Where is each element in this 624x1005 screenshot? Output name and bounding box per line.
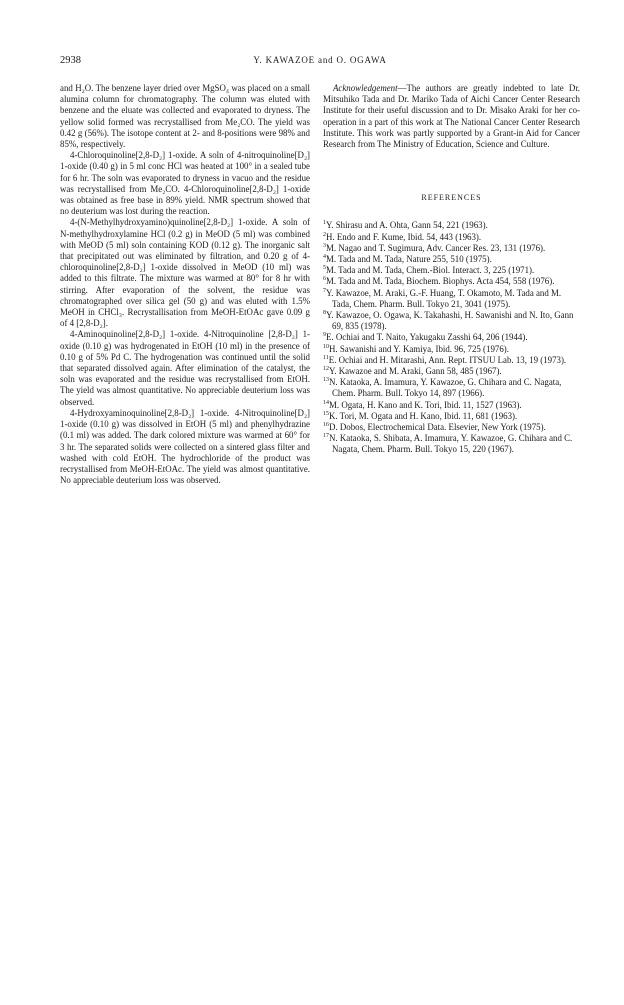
reference-item bbox=[323, 355, 580, 366]
running-head: Y. KAWAZOE and O. OGAWA bbox=[253, 55, 387, 65]
reference-marker: 4 bbox=[323, 254, 326, 261]
reference-text: H. Sawanishi and Y. Kamiya, Ibid. 96, 725 (1976). bbox=[329, 343, 509, 354]
page-header bbox=[60, 55, 580, 69]
right-column bbox=[323, 83, 580, 456]
reference-item bbox=[323, 344, 580, 355]
reference-list bbox=[323, 220, 580, 455]
reference-marker: 12 bbox=[323, 366, 329, 373]
reference-text: M. Tada and M. Tada, Biochem. Biophys. Acta 454, 558 (1976). bbox=[326, 276, 555, 287]
reference-marker: 16 bbox=[323, 422, 329, 429]
reference-item bbox=[323, 265, 580, 276]
reference-item bbox=[323, 377, 580, 399]
reference-item bbox=[323, 310, 580, 332]
reference-text: Y. Kawazoe, M. Araki, G.-F. Huang, T. Okamoto, M. Tada and M. Tada, Chem. Pharm. Bull. Tokyo 21, 3041 (1975). bbox=[326, 287, 562, 309]
left-column bbox=[60, 83, 310, 486]
reference-item bbox=[323, 288, 580, 310]
reference-marker: 14 bbox=[323, 399, 329, 406]
body-paragraph: 4-Chloroquinoline[2,8-D₂] 1-oxide. A soln of 4-nitroquinoline[D₂] 1-oxide (0.40 g) in 5 ml conc HCl was heated at 100° in a sealed tube for 6 hr. The soln was evaporated to dryness in vacuo and the residue was recrystallised from Me₂CO. 4-Chloroquinoline[2,8-D₂] 1-oxide was obtained as free base in 89% yield. NMR spectrum showed that no deuterium was lost during the reaction. bbox=[60, 150, 310, 217]
reference-item bbox=[323, 276, 580, 287]
reference-marker: 2 bbox=[323, 231, 326, 238]
reference-item bbox=[323, 366, 580, 377]
reference-marker: 15 bbox=[323, 410, 329, 417]
reference-item bbox=[323, 332, 580, 343]
body-paragraph: 4-Hydroxyaminoquinoline[2,8-D₂] 1-oxide. 4-Nitroquinoline[D₂] 1-oxide (0.10 g) was dissolved in EtOH (5 ml) and phenylhydrazine (0.1 ml) was added. The dark colored mixture was warmed at 60° for 3 hr. The separated solids were collected on a sintered glass filter and washed with cold EtOH. The hydrochloride of the product was recrystallised from MeOH-EtOAc. The yield was almost quantitative. No appreciable deuterium loss was observed. bbox=[60, 407, 310, 486]
references-heading: REFERENCES bbox=[421, 193, 482, 203]
page-number: 2938 bbox=[60, 55, 81, 66]
body-paragraph: and H₂O. The benzene layer dried over MgSO₄ was placed on a small alumina column for chromatography. The column was eluted with benzene and the eluate was collected and evaporated to dryness. The yellow solid formed was recrystallised from Me₂CO. The yield was 0.42 g (56%). The isotope content at 2- and 8-positions were 98% and 85%, respectively. bbox=[60, 83, 310, 150]
reference-marker: 6 bbox=[323, 276, 326, 283]
reference-text: Y. Kawazoe and M. Araki, Gann 58, 485 (1967). bbox=[329, 366, 502, 377]
reference-marker: 3 bbox=[323, 242, 326, 249]
reference-item bbox=[323, 411, 580, 422]
body-paragraph: 4-Aminoquinoline[2,8-D₂] 1-oxide. 4-Nitroquinoline [2,8-D₂] 1-oxide (0.10 g) was hydrogenated in EtOH (10 ml) in the presence of 0.10 g of 5% Pd C. The hydrogenation was continued until the solid that separated dissolved again. After elimination of the catalyst, the soln was evaporated and the residue was recrystallised from EtOH. The yield was almost quantitative. No appreciable deuterium loss was observed. bbox=[60, 329, 310, 407]
reference-item bbox=[323, 232, 580, 243]
reference-marker: 5 bbox=[323, 265, 326, 272]
reference-marker: 17 bbox=[323, 433, 329, 440]
reference-text: Y. Shirasu and A. Ohta, Gann 54, 221 (1963). bbox=[326, 220, 488, 231]
reference-text: M. Ogata, H. Kano and K. Tori, Ibid. 11, 1527 (1963). bbox=[329, 399, 522, 410]
reference-item bbox=[323, 433, 580, 455]
reference-marker: 13 bbox=[323, 377, 329, 384]
reference-text: M. Tada and M. Tada, Nature 255, 510 (1975). bbox=[326, 254, 492, 265]
reference-item bbox=[323, 243, 580, 254]
reference-marker: 7 bbox=[323, 287, 326, 294]
reference-text: M. Nagao and T. Sugimura, Adv. Cancer Res. 23, 131 (1976). bbox=[326, 242, 546, 253]
reference-marker: 1 bbox=[323, 220, 326, 227]
reference-marker: 10 bbox=[323, 343, 329, 350]
reference-item bbox=[323, 220, 580, 231]
reference-marker: 11 bbox=[323, 354, 329, 361]
reference-marker: 9 bbox=[323, 332, 326, 339]
reference-text: H. Endo and F. Kume, Ibid. 54, 443 (1963). bbox=[326, 231, 482, 242]
reference-item bbox=[323, 400, 580, 411]
reference-text: K. Tori, M. Ogata and H. Kano, Ibid. 11, 681 (1963). bbox=[329, 410, 518, 421]
acknowledgement bbox=[323, 83, 580, 150]
acknowledgement-text: —The authors are greatly indebted to late Dr. Mitsuhiko Tada and Dr. Mariko Tada of Aichi Cancer Center Research Institute for their useful discussion and to Dr. Misako Araki for her co-operation in a part of this work at The National Cancer Center Research Institute. This work was partly supported by a Grant-in Aid for Cancer Research from The Ministry of Education, Science and Culture. bbox=[323, 83, 580, 150]
reference-text: Y. Kawazoe, O. Ogawa, K. Takahashi, H. Sawanishi and N. Ito, Gann 69, 835 (1978). bbox=[326, 310, 574, 332]
reference-text: E. Ochiai and T. Naito, Yakugaku Zasshi 64, 206 (1944). bbox=[326, 332, 528, 343]
reference-item bbox=[323, 422, 580, 433]
body-paragraph: 4-(N-Methylhydroxyamino)quinoline[2,8-D₂] 1-oxide. A soln of N-methylhydroxylamine HCl (0.2 g) in MeOD (5 ml) was combined with MeOD (5 ml) soln containing KOD (0.12 g). The inorganic salt that precipitated out was eliminated by filtration, and 0.20 g of 4-chloroquinoline[2,8-D₂] 1-oxide dissolved in MeOD (10 ml) was added to this filtrate. The mixture was warmed at 80° for 8 hr with stirring. After evaporation of the solvent, the residue was chromatographed over silica gel (50 g) and was eluted with 1.5% MeOH in CHCl₃. Recrystallisation from MeOH-EtOAc gave 0.09 g of 4 [2,8-D₂]. bbox=[60, 217, 310, 329]
reference-text: E. Ochiai and H. Mitarashi, Ann. Rept. ITSUU Lab. 13, 19 (1973). bbox=[328, 354, 567, 365]
acknowledgement-label: Acknowledgement bbox=[333, 83, 398, 93]
reference-text: D. Dobos, Electrochemical Data. Elsevier, New York (1975). bbox=[329, 422, 546, 433]
reference-text: M. Tada and M. Tada, Chem.-Biol. Interact. 3, 225 (1971). bbox=[326, 265, 535, 276]
reference-item bbox=[323, 254, 580, 265]
reference-text: N. Kataoka, A. Imamura, Y. Kawazoe, G. Chihara and C. Nagata, Chem. Pharm. Bull. Tokyo 14, 897 (1966). bbox=[329, 377, 562, 399]
reference-marker: 8 bbox=[323, 310, 326, 317]
reference-text: N. Kataoka, S. Shibata, A. Imamura, Y. Kawazoe, G. Chihara and C. Nagata, Chem. Pharm. Bull. Tokyo 15, 220 (1967). bbox=[329, 433, 573, 455]
